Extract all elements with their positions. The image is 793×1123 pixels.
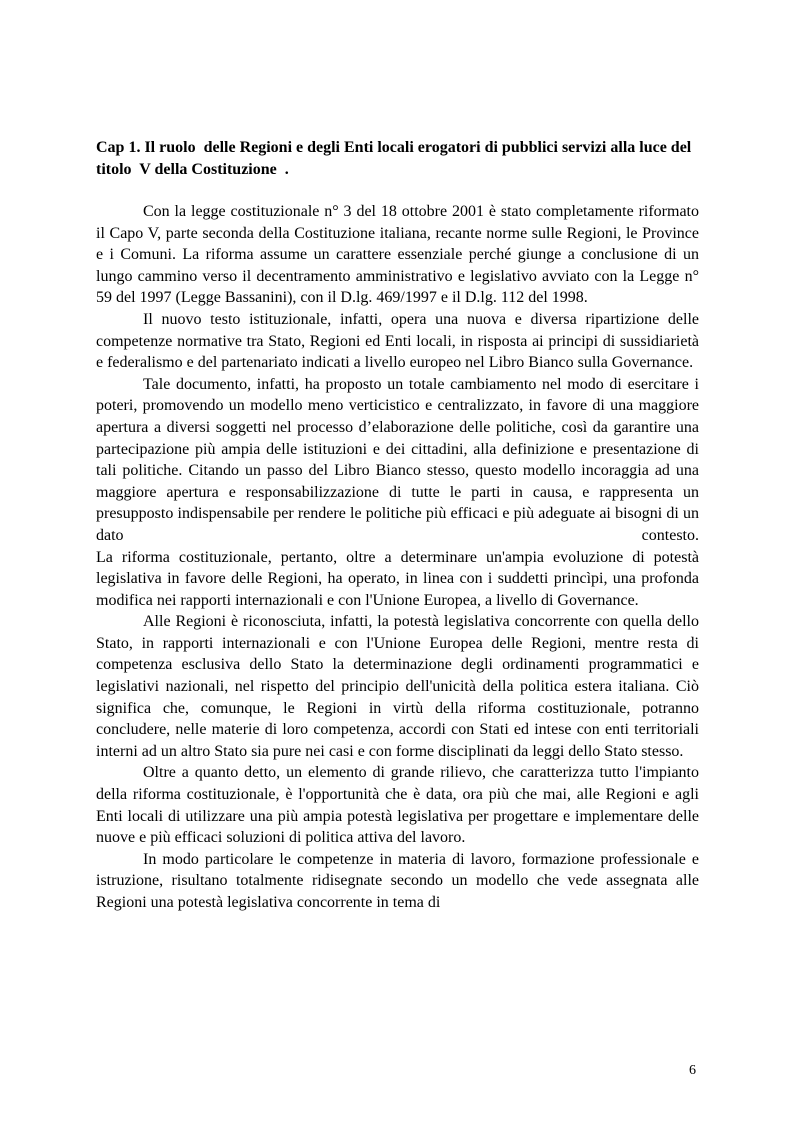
paragraph-4: La riforma costituzionale, pertanto, oltre a determinare un'ampia evoluzione di potestà legislativa in favore delle Regioni, ha operato, in linea con i suddetti princìpi, una profonda modifica nei rapporti internazionali e con l'Unione Europea, a livello di Governance. — [96, 548, 699, 609]
paragraph-2: Il nuovo testo istituzionale, infatti, opera una nuova e diversa ripartizione delle competenze normative tra Stato, Regioni ed Enti locali, in risposta ai principi di sussidiarietà e federalismo e del partenariato indicati a livello europeo nel Libro Bianco sulla Governance. — [96, 310, 699, 372]
paragraph-7: In modo particolare le competenze in materia di lavoro, formazione professionale e istruzione, risultano totalmente ridisegnate secondo un modello che vede assegnata alle Regioni una potestà legislativa concorrente in tema di — [96, 850, 699, 911]
paragraph-1: Con la legge costituzionale n° 3 del 18 ottobre 2001 è stato completamente riformato il Capo V, parte seconda della Costituzione italiana, recante norme sulle Regioni, le Province e i Comuni. La riforma assume un carattere essenziale perché giunge a conclusione di un lungo cammino verso il decentramento amministrativo e legislativo avviato con la Legge n° 59 del 1997 (Legge Bassanini), con il D.lg. 469/1997 e il D.lg. 112 del 1998. — [96, 203, 699, 307]
page-number: 6 — [689, 1063, 696, 1078]
paragraph-5: Alle Regioni è riconosciuta, infatti, la potestà legislativa concorrente con quella dello Stato, in rapporti internazionali e con l'Unione Europea delle Regioni, mentre resta di competenza esclusiva dello Stato la determinazione degli ordinamenti programmatici e legislativi nazionali, nel rispetto del principio dell'unicità della politica estera italiana. Ciò significa che, comunque, le Regioni in virtù della riforma costituzionale, potranno concludere, nelle materie di loro competenza, accordi con Stati ed intese con enti territoriali interni ad un altro Stato sia pure nei casi e con forme disciplinati da leggi dello Stato stesso. — [96, 613, 699, 760]
chapter-title: Cap 1. Il ruolo delle Regioni e degli Enti locali erogatori di pubblici servizi alla luce del titolo V della Costituzione . — [96, 139, 696, 178]
paragraph-3: Tale documento, infatti, ha proposto un totale cambiamento nel modo di esercitare i poteri, promovendo un modello meno verticistico e centralizzato, in favore di una maggiore apertura a diversi soggetti nel processo d’elaborazione delle politiche, così da garantire una partecipazione più ampia delle istituzioni e dei cittadini, alla definizione e presentazione di tali politiche. Citando un passo del Libro Bianco stesso, questo modello incoraggia ad una maggiore apertura e responsabilizzazione di tutte le parti in causa, e rappresenta un presupposto indispensabile per rendere le politiche più efficaci e più adeguate ai bisogni di un dato contesto. — [96, 375, 699, 544]
paragraph-6: Oltre a quanto detto, un elemento di grande rilievo, che caratterizza tutto l'impianto della riforma costituzionale, è l'opportunità che è data, ora più che mai, alle Regioni e agli Enti locali di utilizzare una più ampia potestà legislativa per progettare e implementare delle nuove e più efficaci soluzioni di politica attiva del lavoro. — [96, 764, 699, 847]
document-page — [96, 137, 699, 914]
